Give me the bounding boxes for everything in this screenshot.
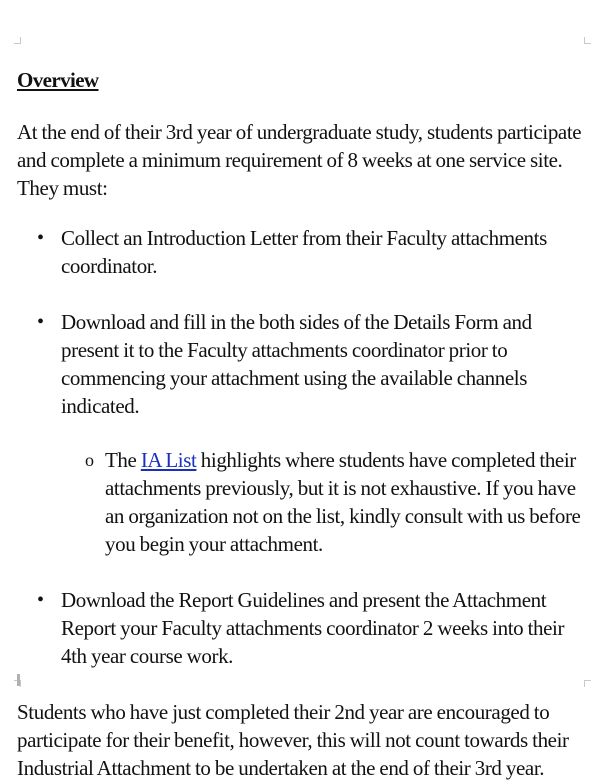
section-heading: Overview [17,68,99,92]
page-corner-mark-top-right [584,37,591,44]
requirements-list [17,224,583,670]
intro-paragraph: At the end of their 3rd year of undergraduate study, students participate and complete a minimum requirement of 8 weeks at one service site. They must: [17,120,582,200]
list-item [61,586,583,670]
sub-list-item [105,446,583,558]
sub-item-text: highlights where students have completed their attachments previously, but it is not exhaustive. If you have an organization not on the list, kindly consult with us before you begin your attachment. [105,448,581,556]
list-item [61,224,583,280]
ia-list-link[interactable]: IA List [140,448,197,472]
page-corner-mark-bottom-right [584,680,591,687]
sub-item-prefix: The [105,448,141,472]
list-item-text: Download the Report Guidelines and present the Attachment Report your Faculty attachments coordinator 2 weeks into their 4th year course work. [61,588,565,668]
list-item-text: Download and fill in the both sides of the Details Form and present it to the Faculty attachments coordinator prior to commencing your attachment using the available channels indicated. [61,310,532,418]
list-item-text: Collect an Introduction Letter from their Faculty attachments coordinator. [61,226,547,278]
text-cursor [17,674,20,686]
closing-paragraph: Students who have just completed their 2nd year are encouraged to participate for their benefit, however, this will not count towards their Industrial Attachment to be undertaken at the end of their 3rd year. [17,700,569,780]
page-corner-mark-top-left [14,37,21,44]
document-body [17,66,583,782]
list-item [61,308,583,558]
sub-list [61,446,583,558]
